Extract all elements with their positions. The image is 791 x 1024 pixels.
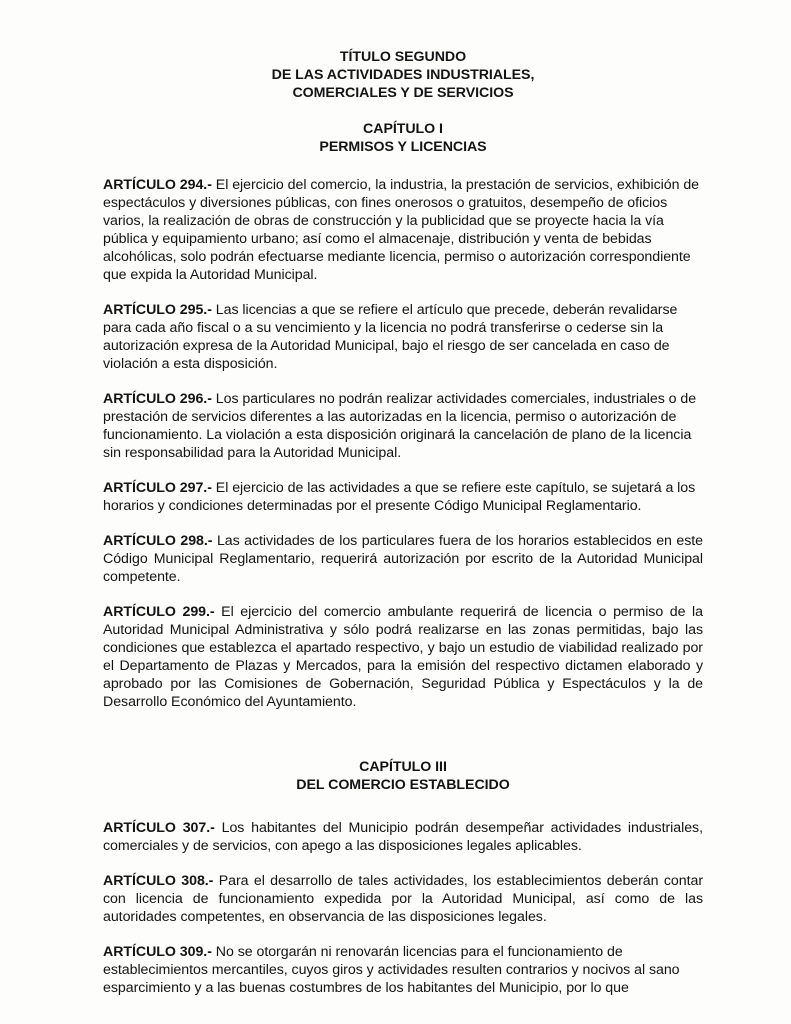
article-309-text: No se otorgarán ni renovarán licencias para el funcionamiento de establecimientos mercantiles, cuyos giros y actividades resulten contrarios y nocivos al sano esparcimiento y a las buenas costumbres de los habitantes del Municipio, por lo que	[103, 944, 680, 996]
article-309-label: ARTÍCULO 309.-	[103, 944, 212, 960]
article-299-label: ARTÍCULO 299.-	[103, 604, 215, 620]
article-309	[103, 943, 703, 997]
article-295-text: Las licencias a que se refiere el artículo que precede, deberán revalidarse para cada año fiscal o a su vencimiento y la licencia no podrá transferirse o cederse sin la autorización expresa de la Autoridad Municipal, bajo el riesgo de ser cancelada en caso de violación a esta disposición.	[103, 302, 678, 372]
article-294-label: ARTÍCULO 294.-	[103, 177, 212, 193]
article-294-text: El ejercicio del comercio, la industria, la prestación de servicios, exhibición de espectáculos y diversiones públicas, con fines onerosos o gratuitos, desempeño de oficios varios, la realización de obras de construcción y la publicidad que se proyecte hacia la vía pública y equipamiento urbano; así como el almacenaje, distribución y venta de bebidas alcohólicas, solo podrán efectuarse mediante licencia, permiso o autorización correspondiente que expida la Autoridad Municipal.	[103, 177, 700, 283]
article-298	[103, 532, 703, 586]
article-296-label: ARTÍCULO 296.-	[103, 391, 212, 407]
article-294	[103, 176, 703, 284]
article-307-text: Los habitantes del Municipio podrán desempeñar actividades industriales, comerciales y de servicios, con apego a las disposiciones legales aplicables.	[103, 820, 703, 854]
chapter1-heading	[103, 120, 703, 156]
article-299	[103, 603, 703, 711]
article-295-label: ARTÍCULO 295.-	[103, 302, 212, 318]
article-308	[103, 872, 703, 926]
title-line: COMERCIALES Y DE SERVICIOS	[292, 85, 514, 101]
article-295	[103, 301, 703, 373]
chapter-heading-line: CAPÍTULO I	[363, 121, 443, 137]
title-line: TÍTULO SEGUNDO	[339, 49, 467, 65]
article-298-text: Las actividades de los particulares fuera de los horarios establecidos en este Código Municipal Reglamentario, requerirá autorización por escrito de la Autoridad Municipal competente.	[103, 533, 703, 585]
article-308-label: ARTÍCULO 308.-	[103, 873, 214, 889]
article-296-text: Los particulares no podrán realizar actividades comerciales, industriales o de prestación de servicios diferentes a las autorizadas en la licencia, permiso o autorización de funcionamiento. La violación a esta disposición originará la cancelación de plano de la licencia sin responsabilidad para la Autoridad Municipal.	[103, 391, 697, 461]
article-296	[103, 390, 703, 462]
article-307-label: ARTÍCULO 307.-	[103, 820, 215, 836]
article-299-text: El ejercicio del comercio ambulante requerirá de licencia o permiso de la Autoridad Municipal Administrativa y sólo podrá realizarse en las zonas permitidas, bajo las condiciones que establezca el apartado respectivo, y bajo un estudio de viabilidad realizado por el Departamento de Plazas y Mercados, para la emisión del respectivo dictamen elaborado y aprobado por las Comisiones de Gobernación, Seguridad Pública y Espectáculos y la de Desarrollo Económico del Ayuntamiento.	[103, 604, 703, 710]
chapter-heading-line: CAPÍTULO III	[359, 759, 447, 775]
chapter-heading-line: PERMISOS Y LICENCIAS	[319, 139, 487, 155]
article-297-label: ARTÍCULO 297.-	[103, 480, 212, 496]
article-297	[103, 479, 703, 515]
article-308-text: Para el desarrollo de tales actividades, los establecimientos deberán contar con licencia de funcionamiento expedida por la Autoridad Municipal, así como de las autoridades competentes, en observancia de las disposiciones legales.	[103, 873, 703, 925]
article-307	[103, 819, 703, 855]
title-block	[103, 48, 703, 102]
chapter-heading-line: DEL COMERCIO ESTABLECIDO	[296, 777, 510, 793]
article-297-text: El ejercicio de las actividades a que se refiere este capítulo, se sujetará a los horarios y condiciones determinadas por el presente Código Municipal Reglamentario.	[103, 480, 696, 514]
article-298-label: ARTÍCULO 298.-	[103, 533, 213, 549]
chapter3-heading	[103, 758, 703, 794]
title-line: DE LAS ACTIVIDADES INDUSTRIALES,	[271, 67, 535, 83]
